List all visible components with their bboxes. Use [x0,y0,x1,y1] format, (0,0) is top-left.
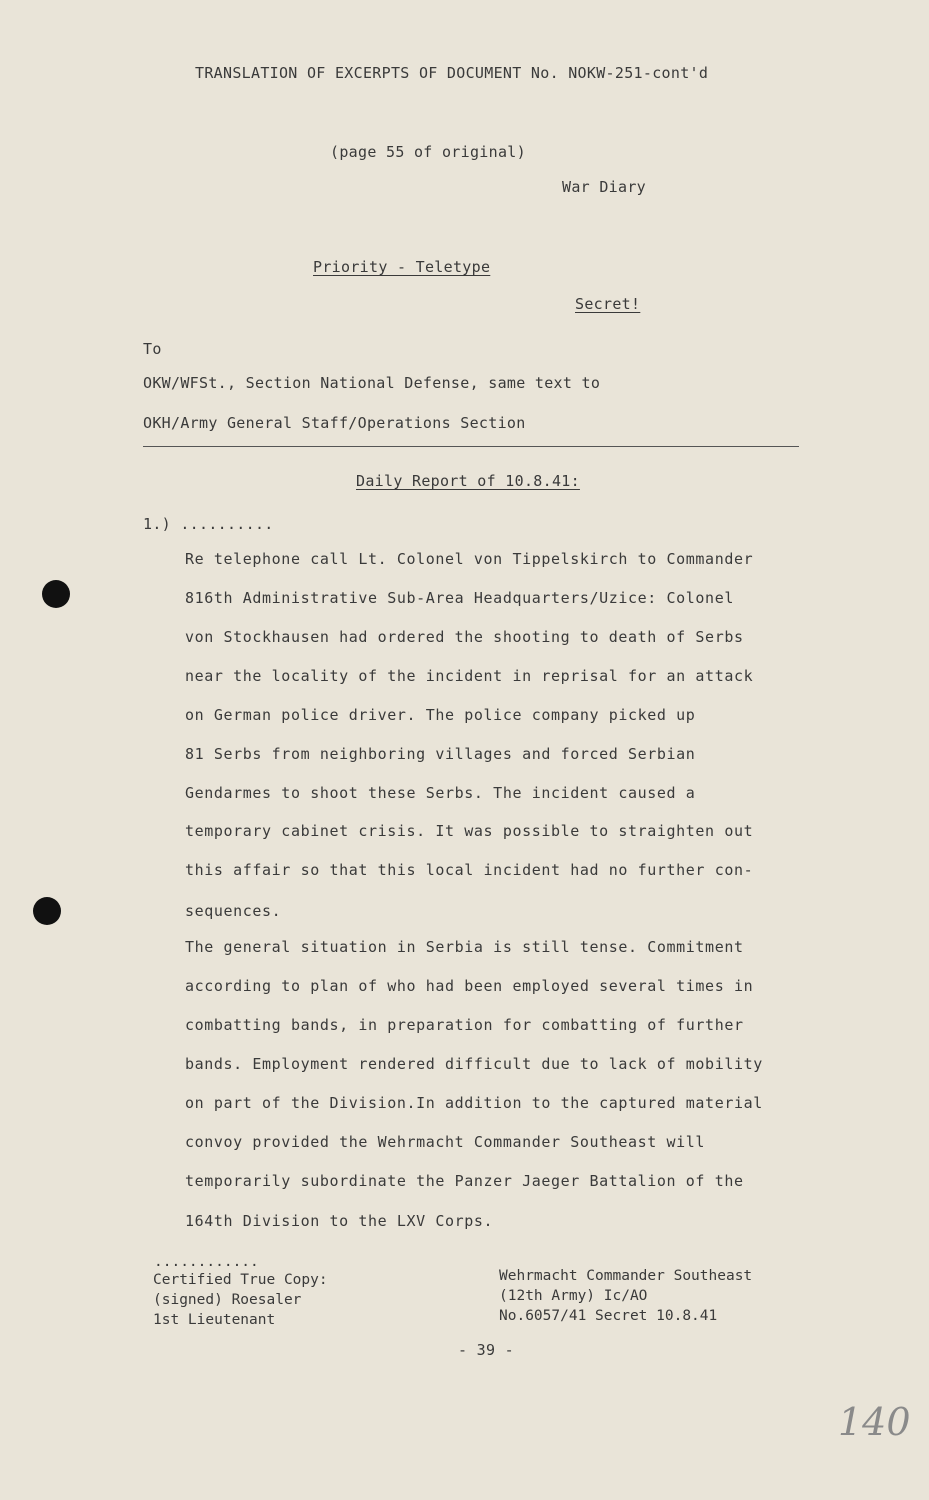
report-line: Re telephone call Lt. Colonel von Tippelskirch to Commander [185,550,754,568]
certified-line: 1st Lieutenant [153,1312,276,1328]
report-line: combatting bands, in preparation for combatting of further [185,1016,744,1034]
separator-rule [143,446,799,447]
report-line: temporarily subordinate the Panzer Jaeger Battalion of the [185,1172,744,1190]
footer-dots: ............ [154,1254,259,1270]
sender-line: No.6057/41 Secret 10.8.41 [499,1308,718,1324]
certified-line: Certified True Copy: [153,1272,328,1288]
report-line: convoy provided the Wehrmacht Commander Southeast will [185,1133,706,1151]
certified-line: (signed) Roesaler [153,1292,302,1308]
classification-label: Secret! [575,295,641,313]
page-reference: (page 55 of original) [330,143,526,161]
report-line: von Stockhausen had ordered the shooting to death of Serbs [185,628,744,646]
source-label: War Diary [562,178,646,196]
punch-hole-icon [33,897,61,925]
to-label: To [143,340,162,358]
report-line: on part of the Division.In addition to the captured material [185,1094,763,1112]
report-line: on German police driver. The police company picked up [185,706,696,724]
document-title: TRANSLATION OF EXCERPTS OF DOCUMENT No. NOKW-251-cont'd [195,64,709,82]
report-line: temporary cabinet crisis. It was possible to straighten out [185,822,754,840]
punch-hole-icon [42,580,70,608]
sender-line: (12th Army) Ic/AO [499,1288,648,1304]
recipient-line-2: OKH/Army General Staff/Operations Section [143,414,526,432]
report-line: 816th Administrative Sub-Area Headquarters/Uzice: Colonel [185,589,734,607]
report-heading: Daily Report of 10.8.41: [356,472,580,490]
report-line: Gendarmes to shoot these Serbs. The incident caused a [185,784,696,802]
recipient-line-1: OKW/WFSt., Section National Defense, same text to [143,374,601,392]
report-line: 164th Division to the LXV Corps. [185,1212,494,1230]
report-line: sequences. [185,902,282,920]
priority-label: Priority - Teletype [313,258,491,276]
page-number: - 39 - [458,1341,514,1359]
report-line: The general situation in Serbia is still tense. Commitment [185,938,744,956]
sender-line: Wehrmacht Commander Southeast [499,1268,753,1284]
item-number: 1.) .......... [143,515,274,533]
handwritten-page-number: 140 [838,1400,911,1444]
report-line: this affair so that this local incident had no further con- [185,861,754,879]
report-line: according to plan of who had been employed several times in [185,977,754,995]
report-line: 81 Serbs from neighboring villages and forced Serbian [185,745,696,763]
report-line: near the locality of the incident in reprisal for an attack [185,667,754,685]
report-line: bands. Employment rendered difficult due to lack of mobility [185,1055,763,1073]
